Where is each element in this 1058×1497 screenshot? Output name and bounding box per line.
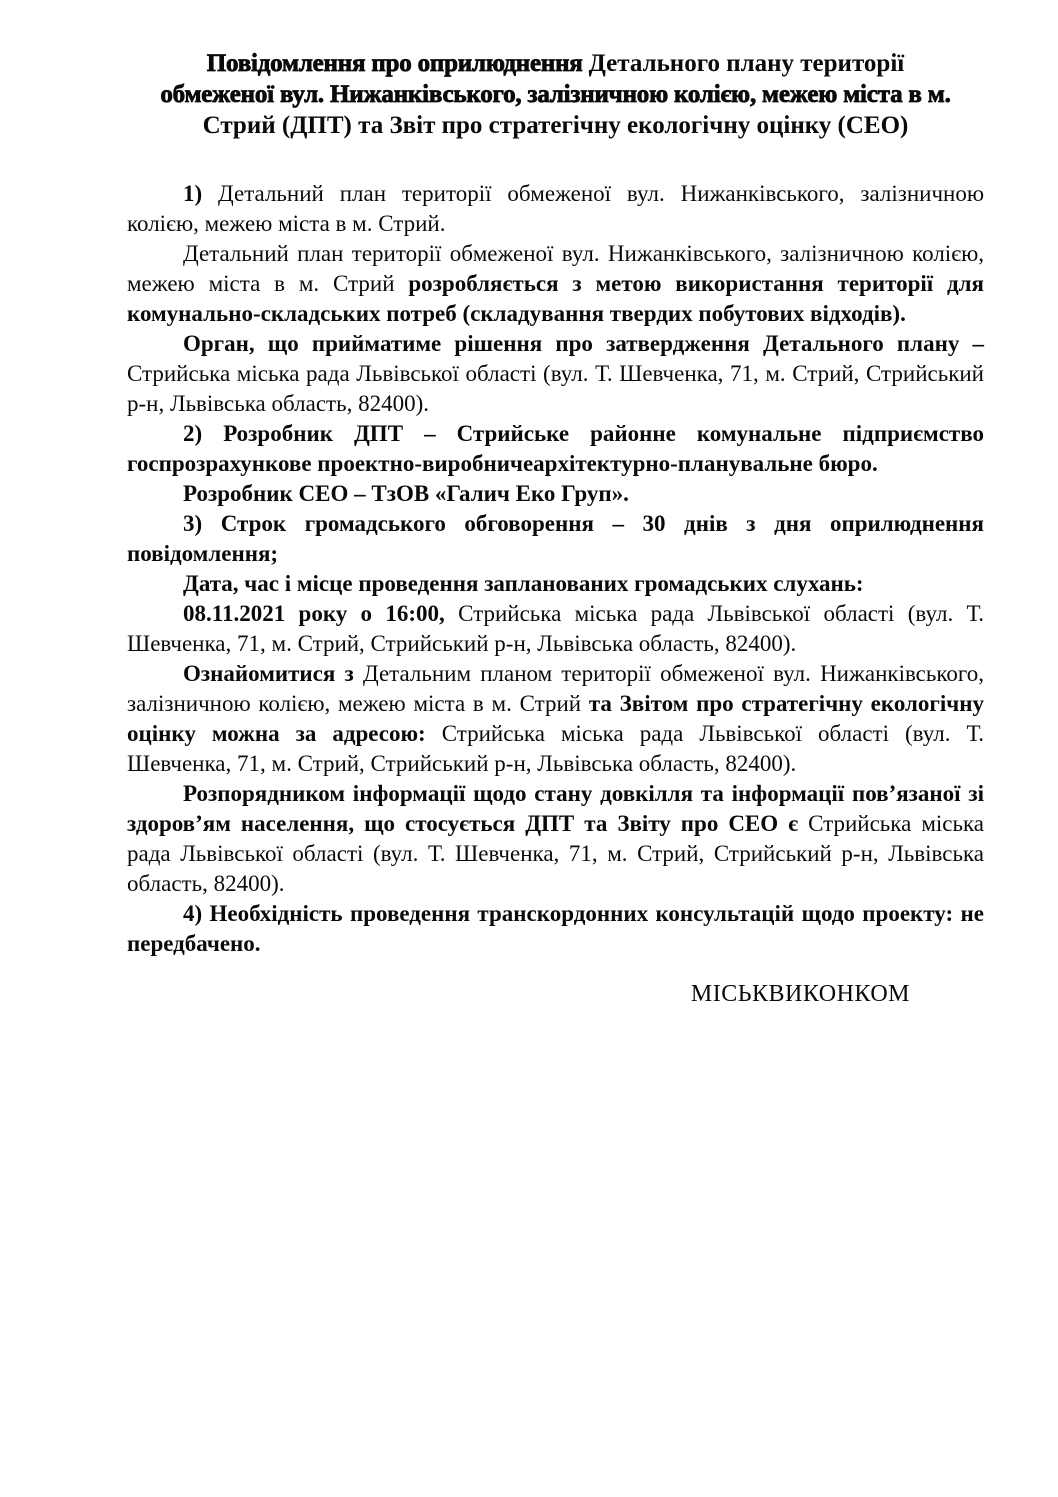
- title-text: Стрий (ДПТ) та Звіт про стратегічну екологічну оцінку (СЕО): [202, 112, 909, 139]
- title-line-2: [127, 79, 984, 110]
- text-run: Стрийська міська рада Львівської області (вул. Т. Шевченка, 71, м. Стрий, Стрийський р-н, Львівська область, 82400).: [127, 721, 984, 776]
- text-run: 2) Розробник ДПТ – Стрийське районне комунальне підприємство госпрозрахункове проектно-виробничеархітектурно-планувальне бюро.: [127, 421, 984, 476]
- signature-text: МІСЬКВИКОНКОМ: [690, 981, 910, 1007]
- text-run: 4) Необхідність проведення транскордонних консультацій щодо проекту: не передбачено.: [127, 901, 984, 956]
- text-run: 08.11.2021 року о 16:00,: [183, 601, 459, 626]
- title-text: Детального плану території: [588, 50, 905, 77]
- text-run: Стрийська міська рада Львівської області (вул. Т. Шевченка, 71, м. Стрий, Стрийський р-н, Львівська область, 82400).: [127, 361, 984, 416]
- paragraph-4: [127, 419, 984, 479]
- text-run: Розробник СЕО – ТзОВ «Галич Еко Груп».: [183, 481, 629, 506]
- paragraph-6: [127, 509, 984, 569]
- title-text: обмеженої вул. Нижанківського, залізничною колією, межею міста в м.: [160, 81, 951, 108]
- text-run: Стрийська міська рада Львівської області (вул. Т. Шевченка, 71, м. Стрий, Стрийський р-н, Львівська область, 82400).: [127, 811, 985, 896]
- text-run: Ознайомитися з: [183, 661, 363, 686]
- paragraph-5: [127, 479, 984, 509]
- paragraph-9: [127, 659, 984, 779]
- text-run: 3) Строк громадського обговорення – 30 днів з дня оприлюднення повідомлення;: [127, 511, 984, 566]
- text-run: Детальний план території обмеженої вул. Нижанківського, залізничною колією, межею міста в м. Стрий.: [127, 181, 984, 236]
- title-text: Повідомлення про оприлюднення: [206, 50, 589, 77]
- signature: [127, 979, 984, 1009]
- paragraph-2: [127, 239, 984, 329]
- text-run: Детальний план території обмеженої вул. Нижанківського, залізничною колією, межею міста в м. Стрий: [127, 241, 984, 296]
- paragraph-1: [127, 179, 984, 239]
- text-run: Дата, час і місце проведення запланованих громадських слухань:: [183, 571, 864, 596]
- text-run: та Звітом про стратегічну екологічну оцінку можна за адресою:: [127, 691, 984, 746]
- paragraph-3: [127, 329, 984, 419]
- text-run: Детальним планом території обмеженої вул. Нижанківського, залізничною колією, межею міста в м. Стрий: [127, 661, 984, 716]
- text-run: Орган, що прийматиме рішення про затвердження Детального плану –: [183, 331, 984, 356]
- document-title: [127, 48, 984, 141]
- title-line-1: [127, 48, 984, 79]
- text-run: Стрийська міська рада Львівської області (вул. Т. Шевченка, 71, м. Стрий, Стрийський р-н, Львівська область, 82400).: [127, 601, 984, 656]
- paragraph-10: [127, 779, 984, 899]
- title-line-3: [127, 110, 984, 141]
- paragraph-7: [127, 569, 984, 599]
- text-run: розробляється з метою використання території для комунально-складських потреб (складування твердих побутових відходів).: [127, 271, 984, 326]
- paragraph-8: [127, 599, 984, 659]
- text-run: Розпорядником інформації щодо стану довкілля та інформації пов’язаної зі здоров’ям населення, що стосується ДПТ та Звіту про СЕО є: [127, 781, 984, 836]
- text-run: 1): [183, 181, 219, 206]
- paragraph-11: [127, 899, 984, 959]
